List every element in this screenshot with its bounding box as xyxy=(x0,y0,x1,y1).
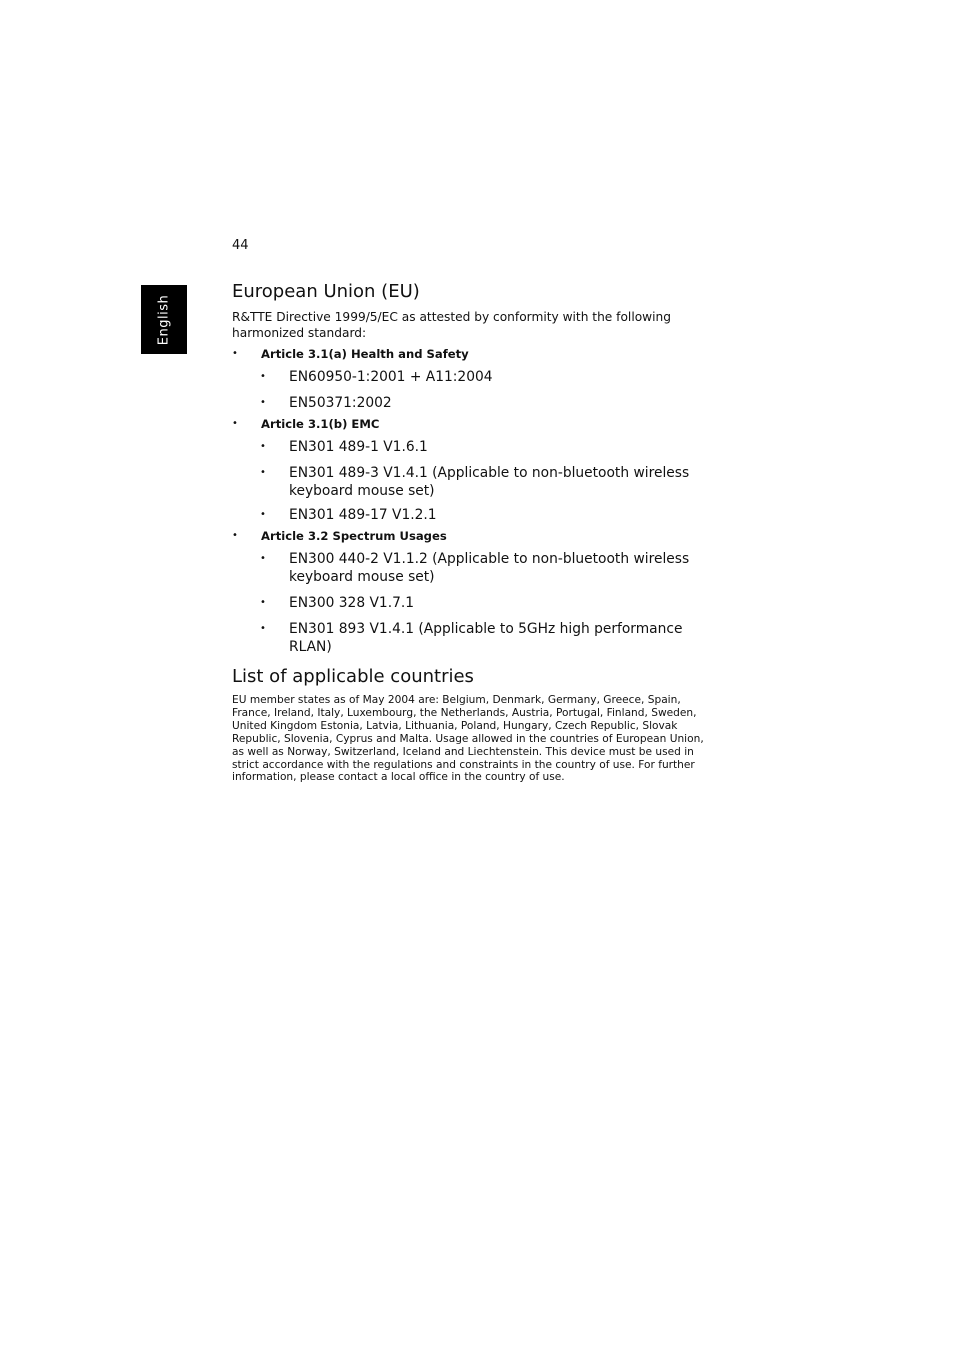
eu-intro-text: R&TTE Directive 1999/5/EC as attested by conformity with the following harmonized standard: xyxy=(232,310,671,340)
standard-item: • EN301 893 V1.4.1 (Applicable to 5GHz high performance RLAN) xyxy=(232,620,712,656)
countries-body-text: EU member states as of May 2004 are: Belgium, Denmark, Germany, Greece, Spain, France, Ireland, Italy, Luxembourg, the Netherlands, Austria, Portugal, Finland, Sweden, United Kingdom Estonia, Latvia, Lithuania, Poland, Hungary, Czech Republic, Slovak Republic, Slovenia, Cyprus and Malta. Usage allowed in the countries of European Union, as well as Norway, Switzerland, Iceland and Liechtenstein. This device must be used in strict accordance with the regulations and constraints in the country of use. For further information, please contact a local office in the country of use. xyxy=(232,694,704,784)
standard-item: • EN300 440-2 V1.1.2 (Applicable to non-bluetooth wireless keyboard mouse set) xyxy=(232,550,712,586)
standard-item: • EN301 489-3 V1.4.1 (Applicable to non-bluetooth wireless keyboard mouse set) xyxy=(232,464,712,500)
article-3-1a-label: • Article 3.1(a) Health and Safety xyxy=(232,346,712,362)
standard-item: • EN301 489-17 V1.2.1 xyxy=(232,506,712,524)
language-tab xyxy=(141,285,187,354)
eu-section-title: European Union (EU) xyxy=(232,281,420,302)
language-tab-label: English xyxy=(156,294,172,345)
countries-section-title: List of applicable countries xyxy=(232,666,474,687)
page-number: 44 xyxy=(232,238,249,253)
standard-item: • EN300 328 V1.7.1 xyxy=(232,594,712,612)
article-3-1b-label: • Article 3.1(b) EMC xyxy=(232,416,712,432)
page-content xyxy=(232,280,712,784)
standard-item: • EN60950-1:2001 + A11:2004 xyxy=(232,368,712,386)
article-3-2-label: • Article 3.2 Spectrum Usages xyxy=(232,528,712,544)
standard-item: • EN301 489-1 V1.6.1 xyxy=(232,438,712,456)
standard-item: • EN50371:2002 xyxy=(232,394,712,412)
